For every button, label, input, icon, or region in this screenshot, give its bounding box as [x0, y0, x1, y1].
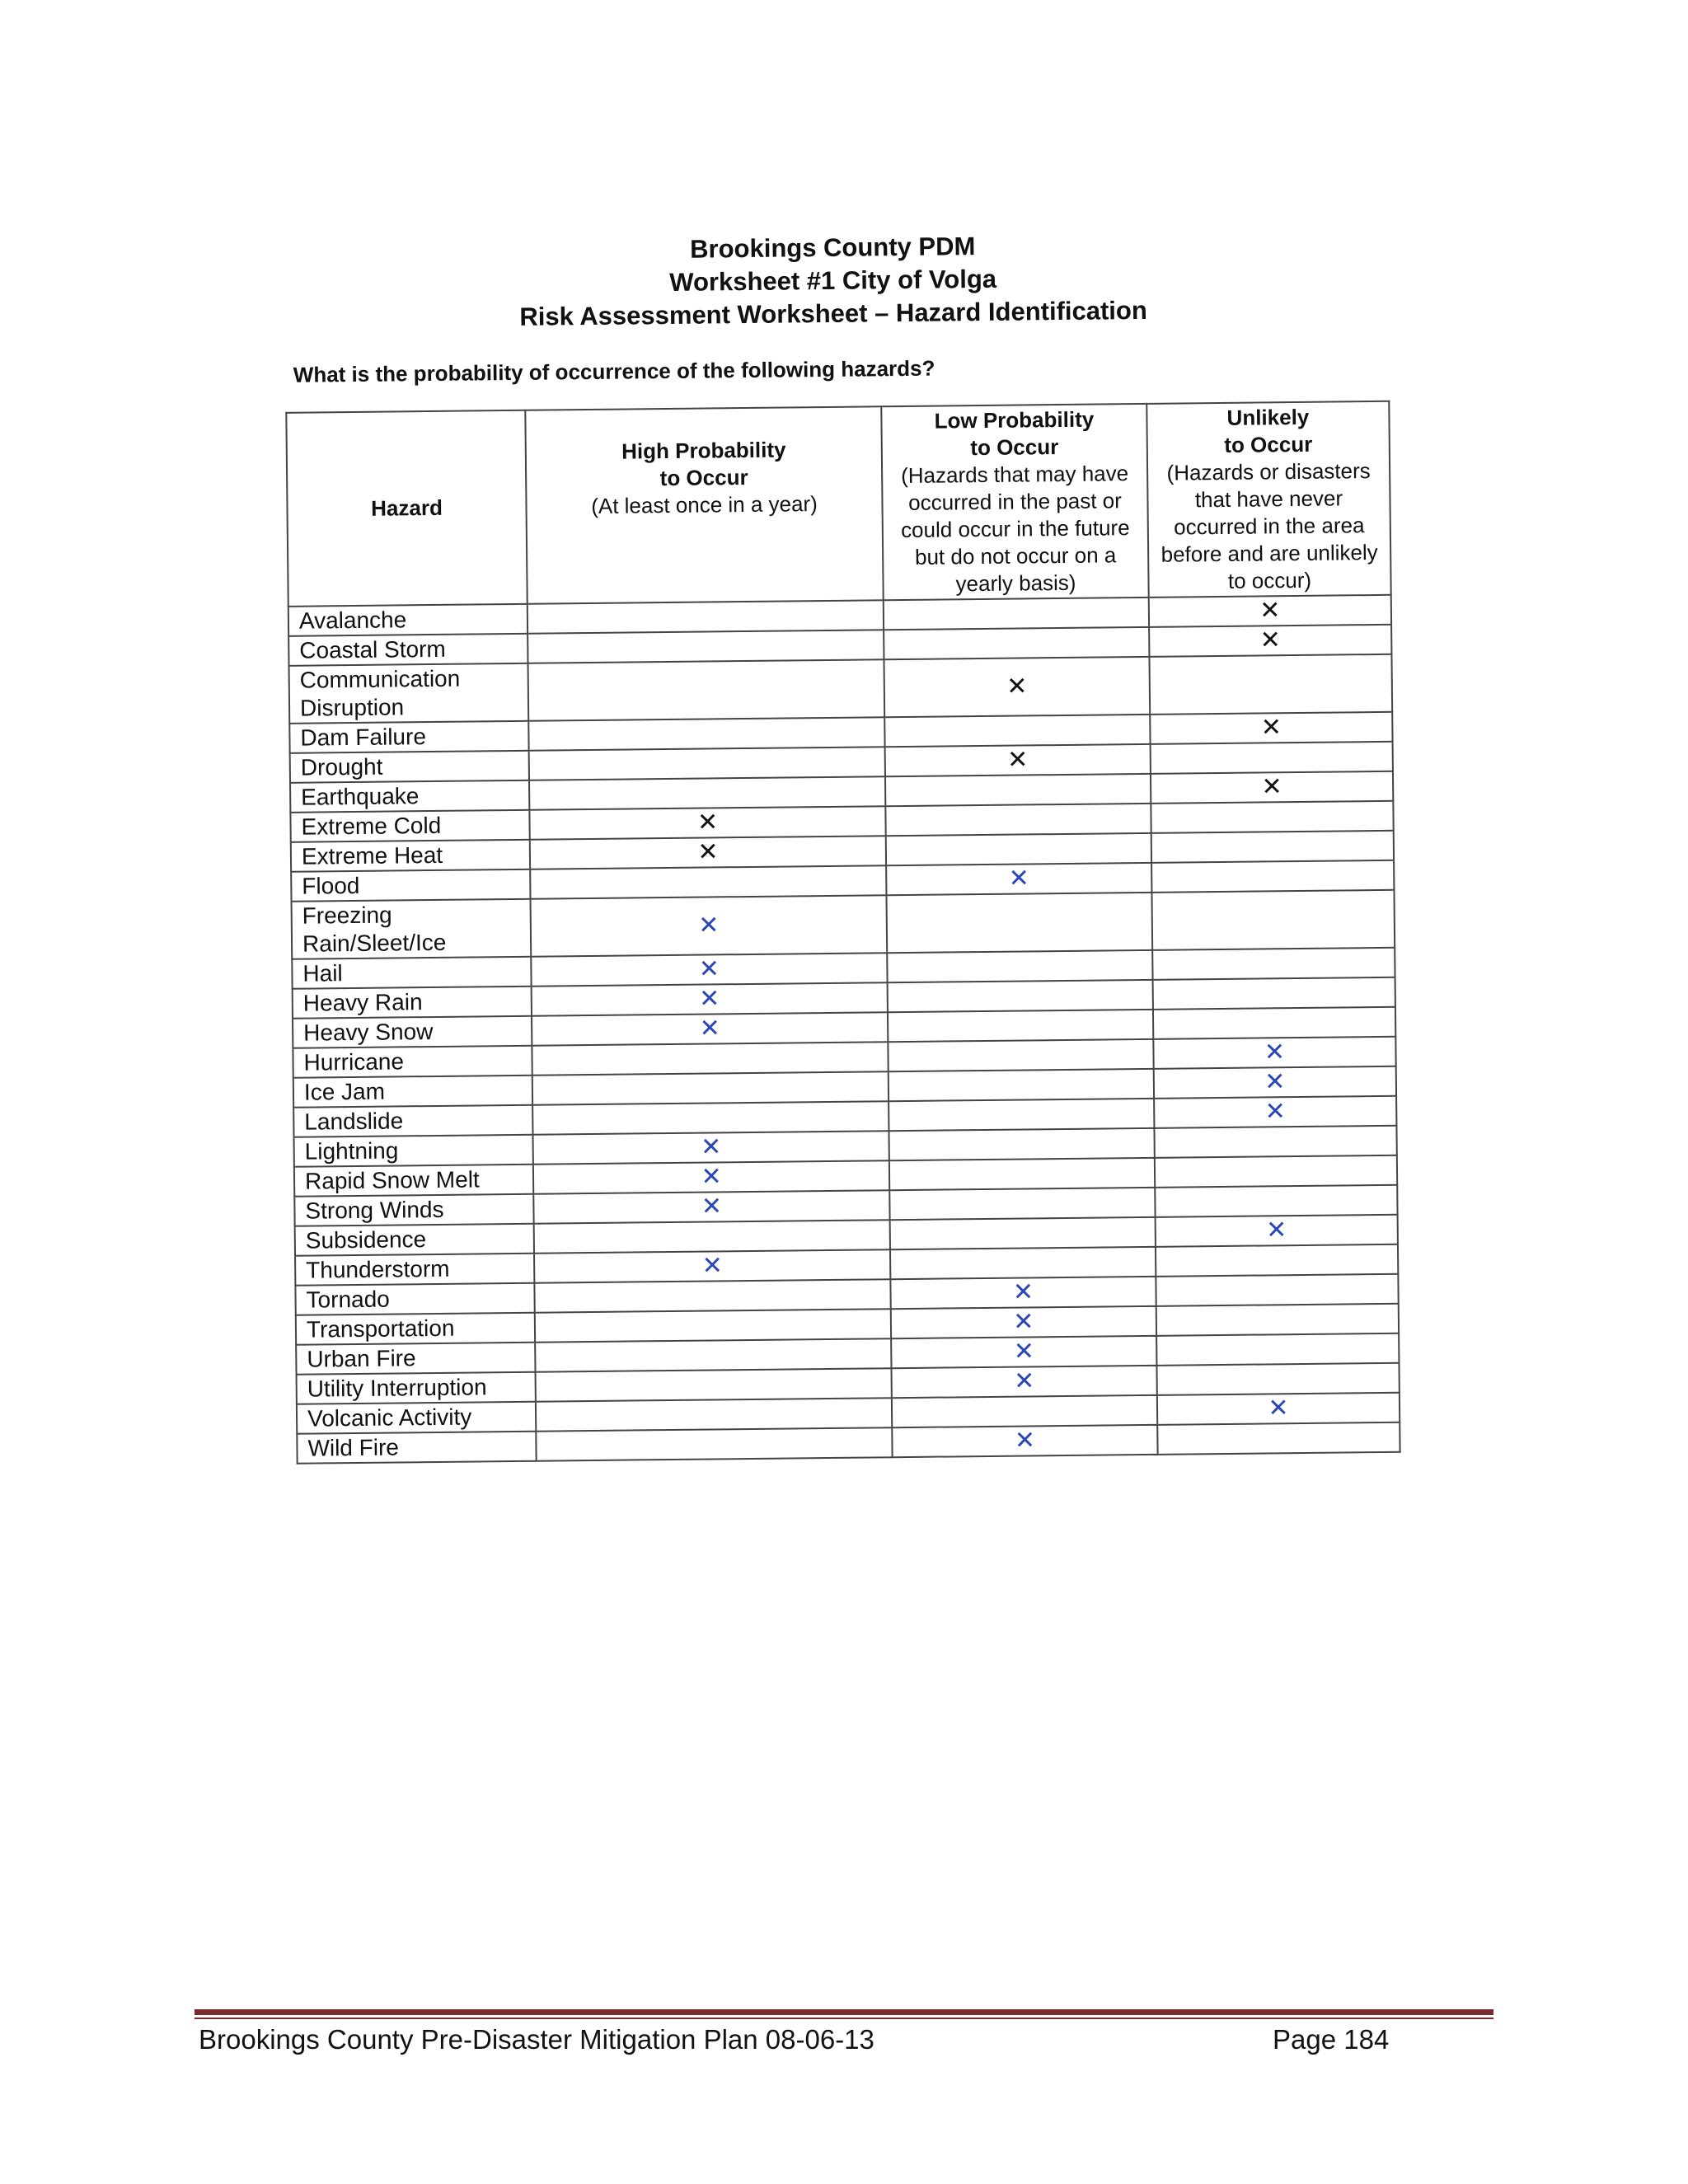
cell-unlikely — [1151, 831, 1394, 863]
cell-high — [529, 747, 885, 780]
check-mark-icon: ✕ — [1266, 1216, 1287, 1245]
cell-low — [892, 1395, 1157, 1427]
cell-low — [890, 1277, 1156, 1309]
cell-high — [536, 1398, 892, 1432]
cell-high — [529, 776, 885, 810]
column-header-hazard: Hazard — [286, 410, 527, 607]
cell-unlikely — [1151, 742, 1393, 774]
check-mark-icon: ✕ — [1013, 1337, 1035, 1366]
hazard-name: Flood — [291, 869, 530, 902]
cell-high — [531, 953, 887, 987]
cell-low — [886, 833, 1151, 865]
cell-high — [534, 1220, 890, 1254]
cell-high — [533, 1131, 889, 1165]
hazard-name: Extreme Heat — [291, 840, 530, 872]
check-mark-icon: ✕ — [701, 1251, 723, 1281]
cell-high — [528, 659, 885, 721]
cell-unlikely — [1149, 654, 1392, 715]
title-line-2: Worksheet #1 City of Volga — [669, 264, 997, 297]
cell-unlikely — [1155, 1155, 1397, 1188]
worksheet-question: What is the probability of occurrence of the following hazards? — [293, 355, 935, 387]
check-mark-icon: ✕ — [701, 1192, 723, 1221]
hazard-name: Hurricane — [293, 1046, 532, 1078]
cell-low — [885, 774, 1151, 806]
cell-unlikely — [1153, 977, 1395, 1010]
cell-unlikely — [1151, 860, 1394, 893]
check-mark-icon: ✕ — [1014, 1426, 1036, 1455]
cell-low — [889, 1188, 1155, 1220]
footer-document-title: Brookings County Pre-Disaster Mitigation Plan 08-06-13 — [199, 2024, 874, 2055]
hazard-name: Coastal Storm — [288, 634, 528, 666]
cell-high — [533, 1160, 889, 1194]
check-mark-icon: ✕ — [699, 984, 720, 1014]
cell-high — [532, 1101, 889, 1135]
cell-unlikely — [1151, 890, 1395, 950]
cell-low — [884, 627, 1149, 659]
cell-high — [529, 806, 885, 840]
hazard-name: Lightning — [294, 1135, 533, 1167]
cell-high — [535, 1309, 891, 1343]
check-mark-icon: ✕ — [701, 1162, 722, 1192]
check-mark-icon: ✕ — [1012, 1277, 1034, 1307]
hazard-table — [285, 401, 1400, 1465]
footer-page-number: Page 184 — [1273, 2024, 1390, 2055]
check-mark-icon: ✕ — [1006, 672, 1028, 701]
cell-high — [533, 1190, 889, 1224]
cell-unlikely — [1153, 1037, 1395, 1069]
footer-rule — [195, 2009, 1493, 2015]
cell-unlikely — [1154, 1066, 1396, 1099]
cell-low — [890, 1217, 1156, 1249]
cell-high — [528, 630, 884, 663]
high-description: (At least once in a year) — [591, 491, 818, 518]
hazard-name: Earthquake — [290, 780, 529, 813]
title-line-3: Risk Assessment Worksheet – Hazard Identification — [519, 295, 1147, 331]
cell-high — [530, 836, 886, 869]
high-title-2: to Occur — [659, 464, 748, 491]
hazard-name: Heavy Rain — [293, 987, 532, 1019]
cell-high — [528, 600, 884, 634]
hazard-name: Dam Failure — [289, 721, 528, 753]
cell-unlikely — [1153, 1007, 1395, 1039]
worksheet-title — [272, 226, 1394, 336]
cell-low — [884, 657, 1150, 717]
cell-low — [888, 1010, 1153, 1042]
cell-low — [889, 1128, 1154, 1160]
check-mark-icon: ✕ — [698, 954, 720, 984]
title-line-1: Brookings County PDM — [689, 232, 976, 264]
cell-unlikely — [1156, 1363, 1399, 1395]
cell-unlikely — [1151, 801, 1393, 833]
hazard-name: Strong Winds — [294, 1194, 533, 1226]
cell-low — [892, 1425, 1157, 1457]
hazard-name: Heavy Snow — [293, 1016, 532, 1048]
check-mark-icon: ✕ — [1008, 864, 1030, 893]
check-mark-icon: ✕ — [1259, 596, 1281, 626]
cell-high — [532, 1012, 888, 1046]
check-mark-icon: ✕ — [700, 1132, 722, 1162]
cell-high — [532, 982, 888, 1016]
column-header-low — [881, 404, 1148, 600]
hazard-name: Utility Interruption — [297, 1372, 536, 1404]
cell-high — [534, 1279, 890, 1313]
cell-high — [534, 1249, 890, 1283]
low-title-1: Low Probability — [934, 406, 1095, 434]
cell-low — [891, 1366, 1156, 1398]
cell-low — [889, 1158, 1155, 1190]
cell-unlikely — [1155, 1185, 1397, 1217]
hazard-name: Urban Fire — [296, 1343, 535, 1375]
hazard-name: Ice Jam — [293, 1076, 532, 1108]
check-mark-icon: ✕ — [1013, 1307, 1034, 1337]
cell-high — [535, 1338, 891, 1372]
cell-unlikely — [1157, 1393, 1400, 1425]
cell-unlikely — [1154, 1096, 1396, 1128]
cell-high — [532, 1071, 889, 1105]
unlikely-title-1: Unlikely — [1226, 404, 1310, 430]
check-mark-icon: ✕ — [1260, 713, 1282, 743]
check-mark-icon: ✕ — [697, 837, 719, 867]
table-header-row — [286, 401, 1390, 607]
hazard-name: Freezing Rain/Sleet/Ice — [292, 899, 532, 959]
check-mark-icon: ✕ — [699, 1014, 720, 1043]
cell-low — [886, 863, 1151, 895]
cell-unlikely — [1156, 1333, 1399, 1366]
cell-unlikely — [1149, 595, 1391, 627]
check-mark-icon: ✕ — [1264, 1038, 1286, 1067]
hazard-name: Wild Fire — [297, 1432, 536, 1464]
hazard-name: Tornado — [295, 1283, 534, 1315]
cell-unlikely — [1154, 1126, 1396, 1158]
hazard-rows — [288, 595, 1400, 1464]
cell-low — [888, 1039, 1153, 1071]
check-mark-icon: ✕ — [1261, 772, 1282, 802]
cell-unlikely — [1156, 1274, 1398, 1306]
scanned-worksheet — [272, 219, 1423, 1500]
check-mark-icon: ✕ — [1268, 1394, 1289, 1423]
cell-unlikely — [1150, 712, 1392, 744]
cell-high — [528, 717, 884, 751]
cell-unlikely — [1152, 948, 1395, 980]
footer-rule-thin — [195, 2018, 1493, 2019]
cell-unlikely — [1149, 625, 1391, 657]
cell-low — [885, 804, 1151, 836]
cell-unlikely — [1151, 771, 1393, 804]
cell-low — [888, 980, 1153, 1012]
cell-low — [884, 715, 1150, 747]
hazard-name: Rapid Snow Melt — [294, 1165, 533, 1197]
unlikely-description: (Hazards or disasters that have never occurred in the area before and are unlikely to occur) — [1160, 458, 1378, 593]
check-mark-icon: ✕ — [1264, 1067, 1286, 1097]
cell-high — [536, 1368, 892, 1402]
unlikely-title-2: to Occur — [1224, 431, 1313, 457]
hazard-name: Subsidence — [295, 1224, 534, 1256]
cell-high — [530, 865, 886, 899]
check-mark-icon: ✕ — [698, 911, 720, 940]
hazard-name: Communication Disruption — [289, 663, 529, 724]
cell-low — [889, 1069, 1154, 1101]
hazard-name: Hail — [292, 957, 531, 989]
check-mark-icon: ✕ — [1007, 745, 1029, 775]
cell-low — [890, 1247, 1156, 1279]
hazard-name: Volcanic Activity — [297, 1402, 536, 1434]
hazard-name: Landslide — [293, 1105, 532, 1137]
cell-low — [887, 950, 1152, 982]
hazard-name: Thunderstorm — [295, 1254, 534, 1286]
cell-unlikely — [1156, 1215, 1398, 1247]
cell-low — [886, 893, 1152, 953]
hazard-name: Avalanche — [288, 604, 528, 636]
cell-unlikely — [1156, 1304, 1399, 1336]
check-mark-icon: ✕ — [1259, 626, 1282, 655]
cell-unlikely — [1156, 1244, 1398, 1277]
low-description: (Hazards that may have occurred in the past or could occur in the future but do not occur on a yearly basis) — [900, 461, 1130, 597]
column-header-unlikely — [1146, 401, 1390, 598]
column-header-high — [525, 406, 883, 604]
hazard-name: Extreme Cold — [290, 810, 529, 842]
cell-high — [531, 895, 888, 957]
cell-low — [891, 1336, 1156, 1368]
cell-high — [536, 1427, 892, 1461]
check-mark-icon: ✕ — [1013, 1366, 1035, 1396]
cell-low — [885, 744, 1151, 776]
high-title-1: High Probability — [621, 437, 786, 464]
cell-high — [532, 1042, 888, 1076]
hazard-name: Drought — [290, 751, 529, 783]
cell-low — [889, 1099, 1154, 1131]
check-mark-icon: ✕ — [1264, 1097, 1287, 1127]
low-title-2: to Occur — [970, 434, 1059, 461]
cell-unlikely — [1157, 1422, 1400, 1455]
hazard-name: Transportation — [296, 1313, 535, 1345]
cell-low — [884, 598, 1149, 630]
check-mark-icon: ✕ — [696, 808, 719, 837]
cell-low — [891, 1306, 1156, 1338]
